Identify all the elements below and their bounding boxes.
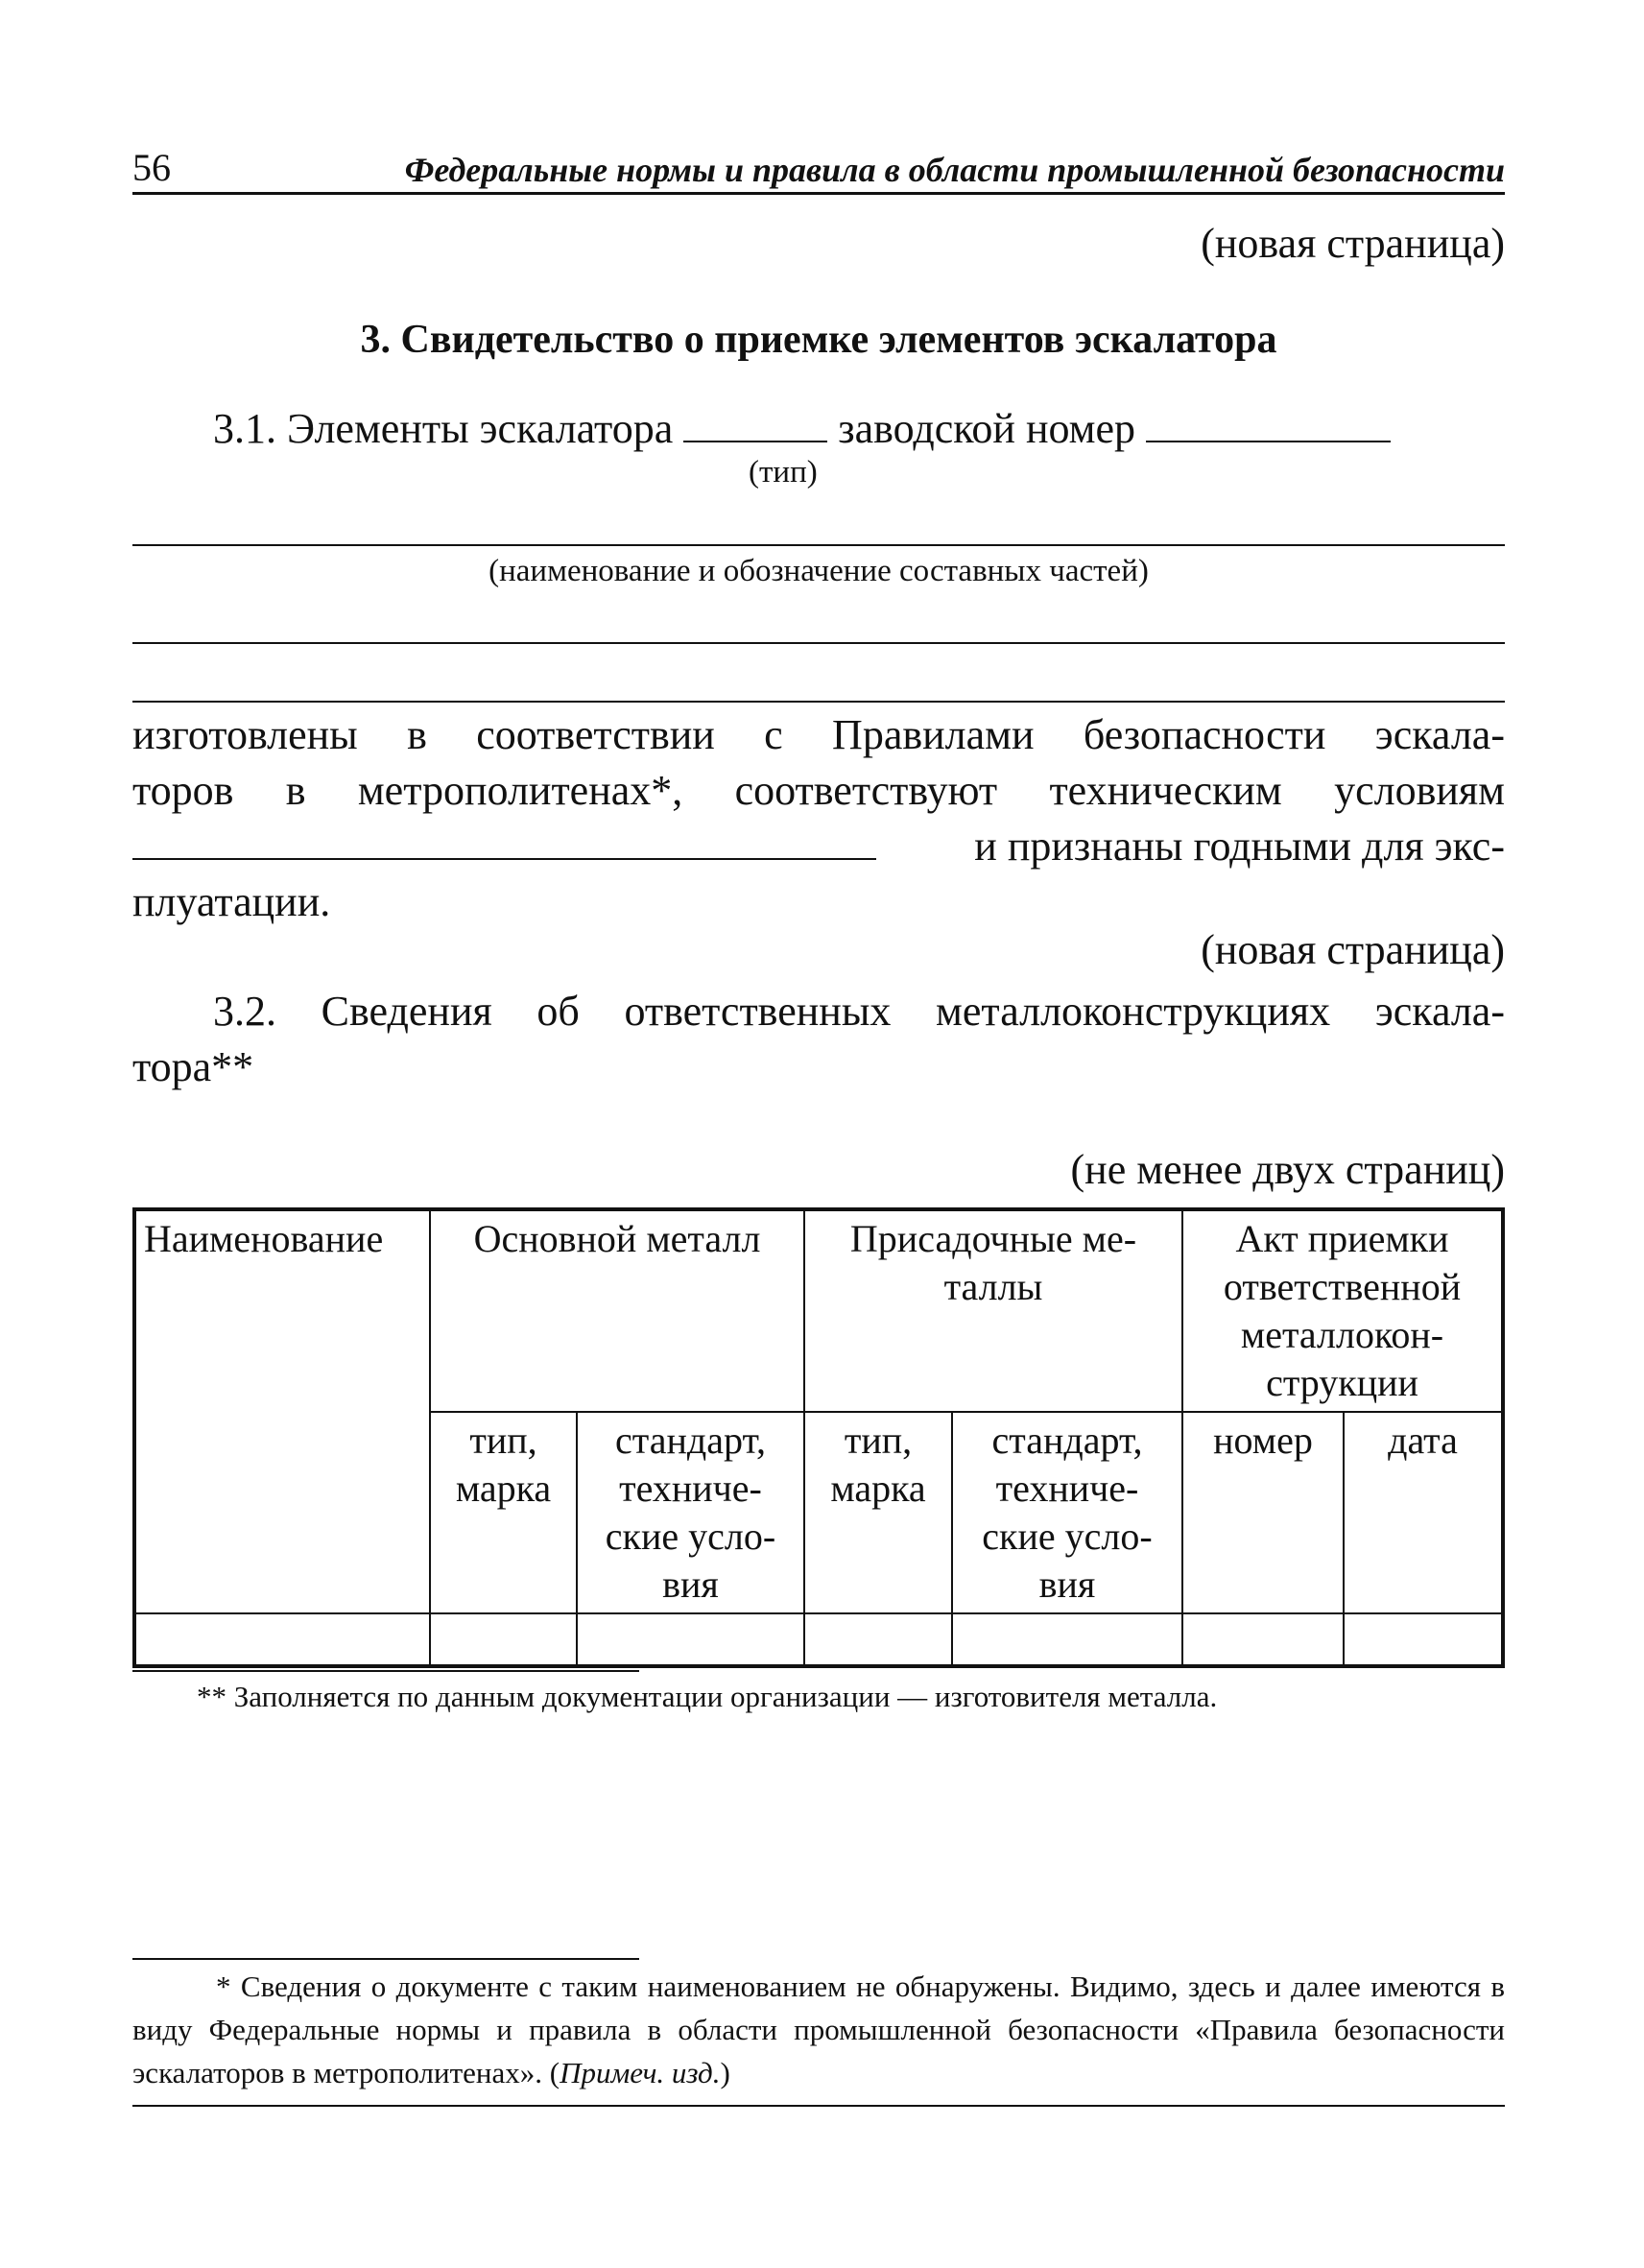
table-cell[interactable] <box>134 1613 430 1666</box>
item-3-2-line: тора** <box>132 1043 254 1090</box>
table-cell[interactable] <box>1344 1613 1503 1666</box>
blank-line[interactable] <box>132 701 1505 703</box>
min-pages-note: (не менее двух страниц) <box>1070 1146 1505 1193</box>
parts-caption: (наименование и обозначение составных частей) <box>488 554 1149 588</box>
running-title: Федеральные нормы и правила в области промышленной безопасности <box>404 151 1505 189</box>
parts-blank-line[interactable] <box>132 544 1505 546</box>
footnote-text: * Сведения о документе с таким наименованием не обнаружены. Видимо, здесь и далее имеются в виду Федеральные нормы и правила в области промышленной безопасности «Правила безопасности эскалаторов в метрополитенах». ( <box>132 1970 1505 2089</box>
table-cell[interactable] <box>804 1613 952 1666</box>
table-row <box>134 1613 1503 1666</box>
header-filler-metals: Присадочные ме-таллы <box>804 1209 1182 1412</box>
subheader-standard: стандарт, техниче-ские усло-вия <box>577 1412 804 1613</box>
header-acceptance-act: Акт приемки ответственной металлокон-струкции <box>1182 1209 1503 1412</box>
subheader-type: тип, марка <box>804 1412 952 1613</box>
subheader-date: дата <box>1344 1412 1503 1613</box>
footnote-end: ) <box>720 2056 730 2089</box>
serial-blank[interactable] <box>1146 441 1391 442</box>
page-number: 56 <box>132 146 171 189</box>
new-page-note: (новая страница) <box>1201 926 1505 973</box>
item-3-2 <box>132 984 1505 1095</box>
paragraph-line: изготовлены в соответствии с Правилами безопасности эскала- <box>132 711 1505 758</box>
table-cell[interactable] <box>1182 1613 1344 1666</box>
footnote-double-star: ** Заполняется по данным документации организации — изготовителя металла. <box>197 1680 1218 1713</box>
type-blank[interactable] <box>683 441 827 442</box>
footnote-star <box>132 1965 1505 2094</box>
item-3-2-line: 3.2. Сведения об ответственных металлоконструкциях эскала- <box>213 988 1505 1035</box>
header-name: Наименование <box>134 1209 430 1613</box>
table-cell[interactable] <box>952 1613 1182 1666</box>
publisher-note: Примеч. изд. <box>560 2056 721 2089</box>
blank-line[interactable] <box>132 642 1505 644</box>
table-cell[interactable] <box>430 1613 577 1666</box>
paragraph-line: и признаны годными для экс- <box>974 823 1505 870</box>
table-cell[interactable] <box>577 1613 804 1666</box>
item-3-1 <box>213 401 1505 457</box>
footnote-separator <box>132 1670 639 1672</box>
metal-structures-table <box>132 1207 1505 1668</box>
paragraph <box>132 707 1505 930</box>
item-3-1-prefix: 3.1. Элементы эскалатора <box>213 405 674 452</box>
subheader-number: номер <box>1182 1412 1344 1613</box>
bottom-rule <box>132 2105 1505 2107</box>
paragraph-line: торов в метрополитенах*, соответствуют техническим условиям <box>132 767 1505 814</box>
type-caption: (тип) <box>749 455 818 489</box>
header-base-metal: Основной металл <box>430 1209 804 1412</box>
footnote-separator <box>132 1958 639 1960</box>
serial-label: заводской номер <box>838 405 1136 452</box>
paragraph-line: плуатации. <box>132 878 331 925</box>
section-title: 3. Свидетельство о приемке элементов эскалатора <box>360 318 1277 362</box>
subheader-type: тип, марка <box>430 1412 577 1613</box>
specs-blank[interactable] <box>132 858 876 860</box>
subheader-standard: стандарт, техниче-ские усло-вия <box>952 1412 1182 1613</box>
new-page-note: (новая страница) <box>1201 220 1505 267</box>
running-header <box>132 144 1505 195</box>
